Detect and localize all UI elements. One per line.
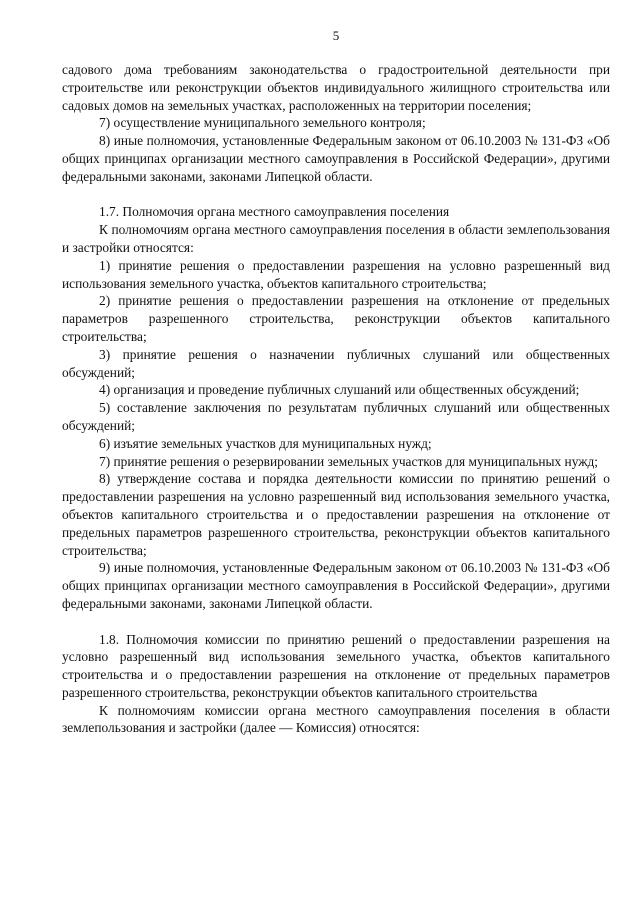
- document-body: [62, 61, 610, 737]
- paragraph: 2) принятие решения о предоставлении разрешения на отклонение от предельных параметров разрешенного строительства, реконструкции объектов капитального строительства;: [62, 293, 610, 344]
- paragraph: 5) составление заключения по результатам публичных слушаний или общественных обсуждений;: [62, 400, 610, 433]
- paragraph: 8) иные полномочия, установленные Федеральным законом от 06.10.2003 № 131-ФЗ «Об общих принципах организации местного самоуправления в Российской Федерации», другими федеральными законами, законами Липецкой области.: [62, 133, 610, 184]
- paragraph: 4) организация и проведение публичных слушаний или общественных обсуждений;: [99, 382, 580, 398]
- paragraph: садового дома требованиям законодательства о градостроительной деятельности при строительстве или реконструкции объектов индивидуального жилищного строительства или садовых домов на земельных участках, расположенных на территории поселения;: [62, 62, 610, 113]
- paragraph: 6) изъятие земельных участков для муниципальных нужд;: [99, 435, 432, 451]
- paragraph: К полномочиям органа местного самоуправления поселения в области землепользования и застройки относятся:: [62, 222, 610, 255]
- paragraph: 1.7. Полномочия органа местного самоуправления поселения: [99, 204, 450, 220]
- paragraph: К полномочиям комиссии органа местного самоуправления поселения в области землепользования и застройки (далее — Комиссия) относятся:: [62, 702, 610, 736]
- paragraph: 1) принятие решения о предоставлении разрешения на условно разрешенный вид использования земельного участка, объектов капитального строительства;: [62, 257, 610, 291]
- page-number: 5: [332, 28, 340, 43]
- paragraph: 1.8. Полномочия комиссии по принятию решений о предоставлении разрешения на условно разрешенный вид использования земельного участка, объектов капитального строительства и о предоставлении разрешения на отклонение от предельных параметров разрешенного строительства, реконструкции объектов капитального строительства: [62, 631, 610, 700]
- document-page: [62, 28, 610, 737]
- paragraph: 7) осуществление муниципального земельного контроля;: [99, 115, 426, 131]
- paragraph: 9) иные полномочия, установленные Федеральным законом от 06.10.2003 № 131-ФЗ «Об общих принципах организации местного самоуправления в Российской Федерации», другими федеральными законами, законами Липецкой области.: [62, 560, 610, 611]
- paragraph: 3) принятие решения о назначении публичных слушаний или общественных обсуждений;: [62, 346, 610, 380]
- paragraph: 7) принятие решения о резервировании земельных участков для муниципальных нужд;: [99, 453, 599, 469]
- paragraph: 8) утверждение состава и порядка деятельности комиссии по принятию решений о предоставлении разрешения на условно разрешенный вид использования земельного участка, объектов капитального строительства и о предоставлении разрешения на отклонение от предельных параметров разрешенного строительства, реконструкции объектов капитального строительства;: [62, 471, 610, 558]
